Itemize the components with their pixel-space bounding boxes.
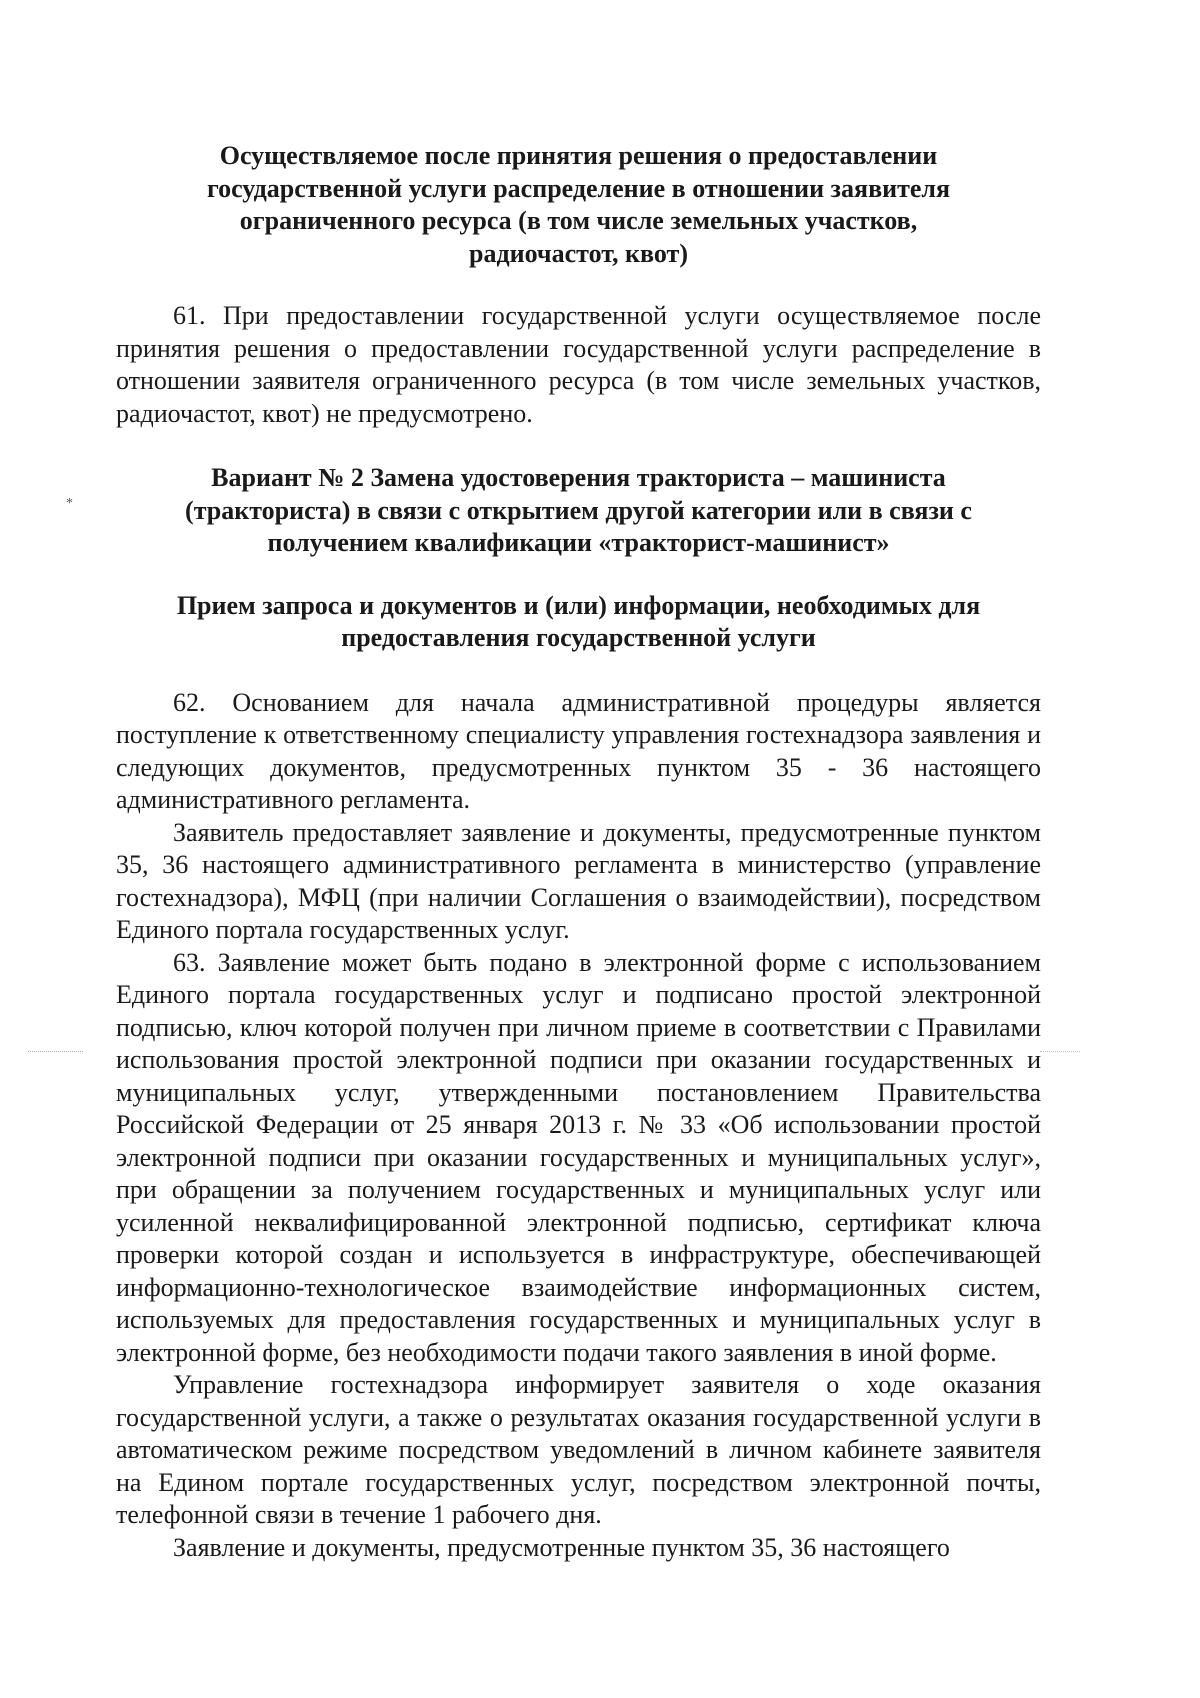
section-heading-variant-2 — [116, 462, 1041, 560]
paragraph-documents-continued: Заявление и документы, предусмотренные пунктом 35, 36 настоящего — [173, 1532, 950, 1562]
heading-line: Прием запроса и документов и (или) информации, необходимых для — [176, 590, 981, 620]
heading-line: радиочастот, квот) — [469, 238, 688, 268]
document-content — [116, 140, 1041, 1564]
heading-line: (тракториста) в связи с открытием другой категории или в связи с — [185, 495, 972, 525]
scan-mark: * — [66, 496, 73, 511]
heading-line: Вариант № 2 Замена удостоверения тракториста – машиниста — [211, 463, 946, 492]
paragraph-notification: Управление гостехнадзора информирует заявителя о ходе оказания государственной услуги, а также о результатах оказания государственной услуги в автоматическом режиме посредством уведомлений в личном кабинете заявителя на Едином портале государственных услуг, посредством электронной почты, телефонной связи в течение 1 рабочего дня. — [116, 1370, 1041, 1529]
heading-line: получением квалификации «тракторист-машинист» — [267, 528, 890, 557]
heading-line: Осуществляемое после принятия решения о предоставлении — [219, 141, 938, 170]
scan-dotted-line-left — [28, 1051, 83, 1052]
paragraph-applicant-submission: Заявитель предоставляет заявление и документы, предусмотренные пунктом 35, 36 настоящего административного регламента в министерство (управление гостехнадзора), МФЦ (при наличии Соглашения о взаимодействии), посредством Единого портала государственных услуг. — [116, 817, 1041, 944]
paragraph-61: 61. При предоставлении государственной услуги осуществляемое после принятия решения о предоставлении государственной услуги распределение в отношении заявителя ограниченного ресурса (в том числе земельных участков, радиочастот, квот) не предусмотрено. — [116, 301, 1041, 428]
heading-line: предоставления государственной услуги — [341, 623, 816, 652]
section-heading-resource-distribution — [116, 140, 1041, 270]
paragraph-62: 62. Основанием для начала административной процедуры является поступление к ответственному специалисту управления гостехнадзора заявления и следующих документов, предусмотренных пунктом 35 - 36 настоящего административного регламента. — [116, 687, 1041, 814]
heading-line: ограниченного ресурса (в том числе земельных участков, — [239, 206, 918, 235]
scan-dotted-line-right — [1040, 1051, 1080, 1052]
paragraph-63: 63. Заявление может быть подано в электронной форме с использованием Единого портала государственных услуг и подписано простой электронной подписью, ключ которой получен при личном приеме в соответствии с Правилами использования простой электронной подписи при оказании государственных и муниципальных услуг, утвержденными постановлением Правительства Российской Федерации от 25 января 2013 г. № 33 «Об использовании простой электронной подписи при оказании государственных и муниципальных услуг», при обращении за получением государственных и муниципальных услуг или усиленной неквалифицированной электронной подписью, сертификат ключа проверки которой создан и используется в инфраструктуре, обеспечивающей информационно-технологическое взаимодействие информационных систем, используемых для предоставления государственных и муниципальных услуг в электронной форме, без необходимости подачи такого заявления в иной форме. — [116, 947, 1041, 1367]
section-heading-request-intake — [116, 590, 1041, 655]
heading-line: государственной услуги распределение в отношении заявителя — [206, 173, 951, 203]
